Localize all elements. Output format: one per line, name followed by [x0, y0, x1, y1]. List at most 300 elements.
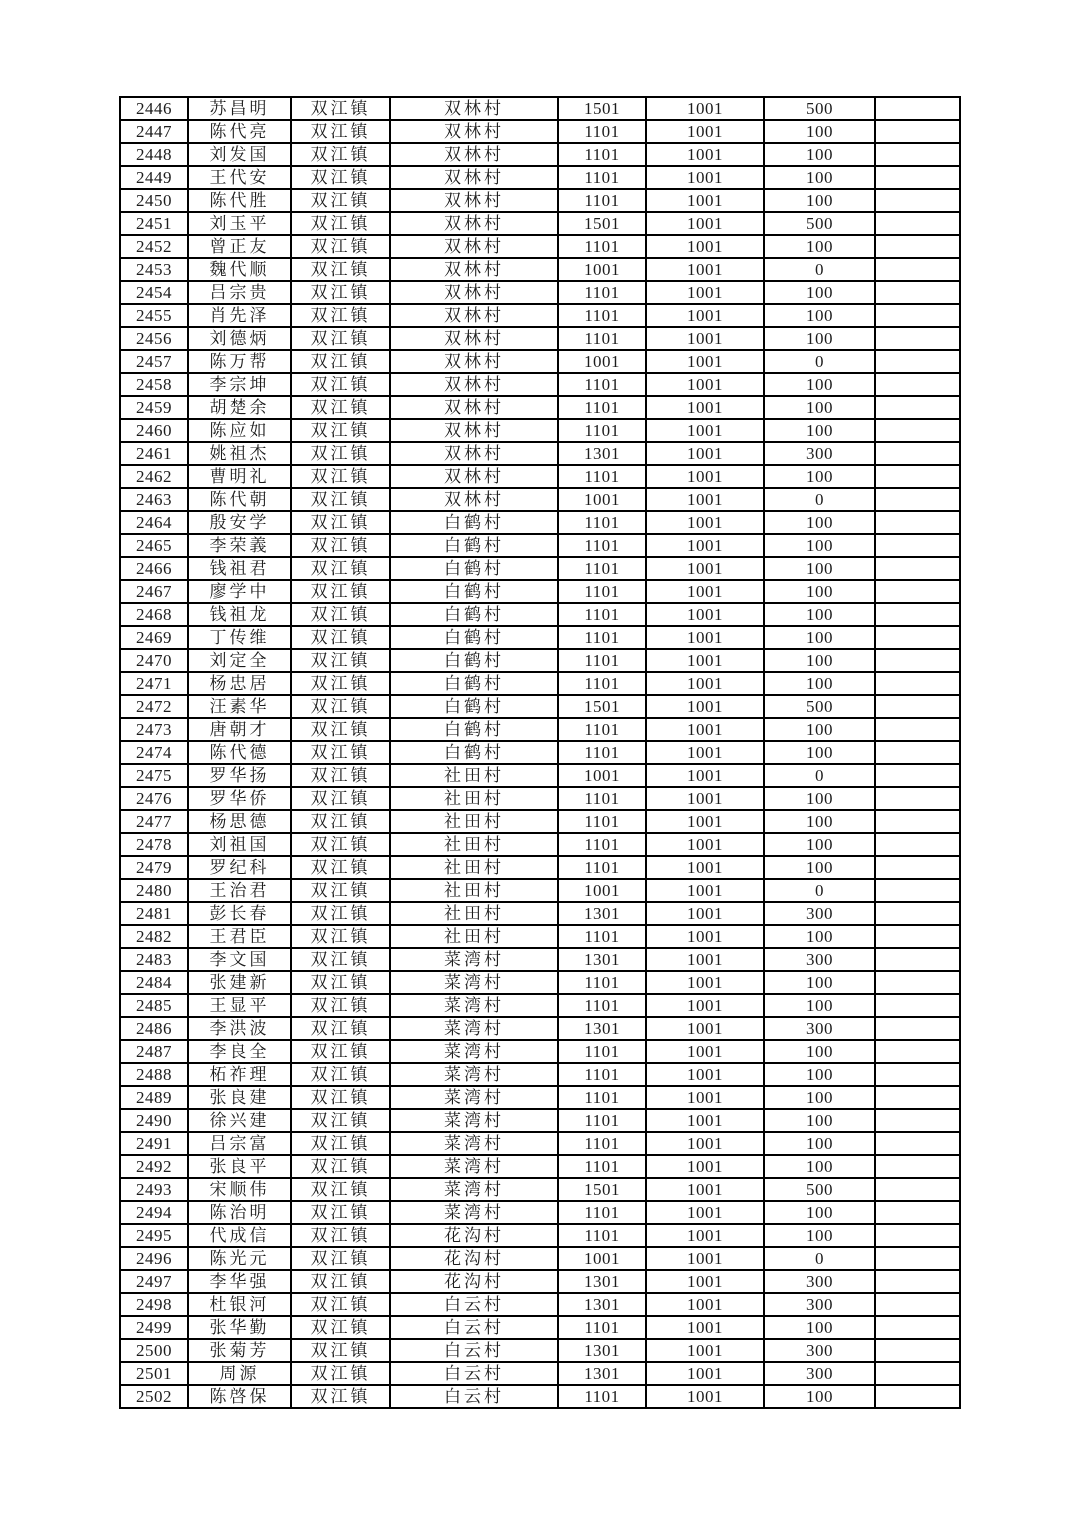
- cell-remark: [875, 1132, 960, 1155]
- table-row: [120, 1339, 960, 1362]
- cell-town: 双江镇: [291, 994, 390, 1017]
- cell-village: 白云村: [390, 1339, 558, 1362]
- cell-amount3: 100: [764, 235, 875, 258]
- cell-serial: 2468: [120, 603, 188, 626]
- cell-amount1: 1001: [558, 764, 646, 787]
- cell-amount3: 100: [764, 1132, 875, 1155]
- cell-remark: [875, 304, 960, 327]
- cell-remark: [875, 695, 960, 718]
- table-row: [120, 557, 960, 580]
- table-row: [120, 1086, 960, 1109]
- cell-town: 双江镇: [291, 511, 390, 534]
- cell-amount2: 1001: [646, 1270, 764, 1293]
- cell-amount2: 1001: [646, 488, 764, 511]
- cell-village: 白鹤村: [390, 626, 558, 649]
- cell-name: 杨忠居: [188, 672, 291, 695]
- cell-amount2: 1001: [646, 1178, 764, 1201]
- cell-village: 菜湾村: [390, 1017, 558, 1040]
- cell-town: 双江镇: [291, 695, 390, 718]
- cell-town: 双江镇: [291, 1316, 390, 1339]
- cell-amount1: 1001: [558, 258, 646, 281]
- cell-amount3: 500: [764, 97, 875, 120]
- cell-town: 双江镇: [291, 166, 390, 189]
- cell-serial: 2463: [120, 488, 188, 511]
- cell-remark: [875, 97, 960, 120]
- table-row: [120, 1224, 960, 1247]
- cell-town: 双江镇: [291, 1086, 390, 1109]
- cell-name: 罗华侨: [188, 787, 291, 810]
- cell-serial: 2461: [120, 442, 188, 465]
- roster-table: [119, 96, 961, 1409]
- cell-remark: [875, 258, 960, 281]
- cell-town: 双江镇: [291, 1201, 390, 1224]
- cell-amount3: 500: [764, 1178, 875, 1201]
- cell-name: 汪素华: [188, 695, 291, 718]
- cell-amount3: 0: [764, 879, 875, 902]
- cell-amount1: 1301: [558, 948, 646, 971]
- table-row: [120, 120, 960, 143]
- cell-amount2: 1001: [646, 1155, 764, 1178]
- cell-amount2: 1001: [646, 120, 764, 143]
- cell-amount2: 1001: [646, 902, 764, 925]
- cell-amount2: 1001: [646, 994, 764, 1017]
- cell-town: 双江镇: [291, 97, 390, 120]
- cell-town: 双江镇: [291, 1339, 390, 1362]
- table-row: [120, 258, 960, 281]
- table-row: [120, 1040, 960, 1063]
- table-row: [120, 902, 960, 925]
- cell-amount3: 100: [764, 603, 875, 626]
- table-row: [120, 695, 960, 718]
- cell-remark: [875, 948, 960, 971]
- cell-village: 花沟村: [390, 1224, 558, 1247]
- table-row: [120, 879, 960, 902]
- cell-name: 姚祖杰: [188, 442, 291, 465]
- cell-amount1: 1101: [558, 120, 646, 143]
- table-row: [120, 810, 960, 833]
- cell-remark: [875, 373, 960, 396]
- cell-amount1: 1101: [558, 856, 646, 879]
- cell-amount3: 100: [764, 1316, 875, 1339]
- cell-remark: [875, 1063, 960, 1086]
- roster-body: [120, 97, 960, 1408]
- table-row: [120, 1063, 960, 1086]
- cell-name: 胡楚余: [188, 396, 291, 419]
- cell-village: 菜湾村: [390, 1086, 558, 1109]
- cell-amount2: 1001: [646, 787, 764, 810]
- cell-remark: [875, 718, 960, 741]
- cell-village: 双林村: [390, 350, 558, 373]
- cell-remark: [875, 212, 960, 235]
- cell-amount2: 1001: [646, 672, 764, 695]
- cell-serial: 2449: [120, 166, 188, 189]
- cell-amount2: 1001: [646, 97, 764, 120]
- cell-village: 双林村: [390, 212, 558, 235]
- cell-town: 双江镇: [291, 442, 390, 465]
- cell-name: 罗纪科: [188, 856, 291, 879]
- cell-village: 白鹤村: [390, 580, 558, 603]
- cell-amount1: 1301: [558, 442, 646, 465]
- cell-amount2: 1001: [646, 442, 764, 465]
- cell-remark: [875, 189, 960, 212]
- cell-village: 双林村: [390, 235, 558, 258]
- cell-village: 菜湾村: [390, 1178, 558, 1201]
- cell-serial: 2452: [120, 235, 188, 258]
- cell-serial: 2467: [120, 580, 188, 603]
- cell-village: 双林村: [390, 281, 558, 304]
- cell-town: 双江镇: [291, 212, 390, 235]
- cell-name: 杨思德: [188, 810, 291, 833]
- cell-town: 双江镇: [291, 557, 390, 580]
- cell-remark: [875, 1270, 960, 1293]
- cell-amount1: 1101: [558, 419, 646, 442]
- cell-remark: [875, 902, 960, 925]
- cell-name: 刘发国: [188, 143, 291, 166]
- table-row: [120, 672, 960, 695]
- cell-town: 双江镇: [291, 1224, 390, 1247]
- table-row: [120, 718, 960, 741]
- table-row: [120, 143, 960, 166]
- cell-village: 双林村: [390, 396, 558, 419]
- cell-amount2: 1001: [646, 718, 764, 741]
- table-row: [120, 212, 960, 235]
- cell-amount2: 1001: [646, 649, 764, 672]
- cell-village: 双林村: [390, 419, 558, 442]
- cell-serial: 2475: [120, 764, 188, 787]
- cell-name: 陈代胜: [188, 189, 291, 212]
- cell-amount3: 100: [764, 396, 875, 419]
- cell-amount1: 1101: [558, 603, 646, 626]
- cell-amount3: 100: [764, 419, 875, 442]
- cell-town: 双江镇: [291, 1155, 390, 1178]
- cell-village: 双林村: [390, 327, 558, 350]
- cell-serial: 2480: [120, 879, 188, 902]
- cell-name: 唐朝才: [188, 718, 291, 741]
- cell-amount3: 100: [764, 534, 875, 557]
- cell-amount3: 100: [764, 1063, 875, 1086]
- cell-village: 菜湾村: [390, 1040, 558, 1063]
- cell-amount3: 100: [764, 1155, 875, 1178]
- cell-village: 双林村: [390, 465, 558, 488]
- cell-name: 罗华扬: [188, 764, 291, 787]
- cell-amount2: 1001: [646, 419, 764, 442]
- cell-amount3: 300: [764, 1017, 875, 1040]
- table-row: [120, 488, 960, 511]
- cell-village: 社田村: [390, 856, 558, 879]
- cell-village: 双林村: [390, 442, 558, 465]
- cell-amount1: 1101: [558, 971, 646, 994]
- cell-amount3: 100: [764, 1040, 875, 1063]
- table-row: [120, 97, 960, 120]
- cell-serial: 2469: [120, 626, 188, 649]
- cell-remark: [875, 764, 960, 787]
- cell-remark: [875, 1109, 960, 1132]
- cell-name: 陈万帮: [188, 350, 291, 373]
- cell-amount2: 1001: [646, 281, 764, 304]
- cell-serial: 2450: [120, 189, 188, 212]
- cell-town: 双江镇: [291, 1132, 390, 1155]
- cell-amount1: 1101: [558, 373, 646, 396]
- cell-village: 白云村: [390, 1362, 558, 1385]
- cell-amount2: 1001: [646, 879, 764, 902]
- cell-amount3: 300: [764, 1270, 875, 1293]
- cell-amount1: 1301: [558, 902, 646, 925]
- cell-amount1: 1101: [558, 1385, 646, 1408]
- cell-town: 双江镇: [291, 580, 390, 603]
- cell-remark: [875, 350, 960, 373]
- table-row: [120, 1017, 960, 1040]
- cell-amount1: 1101: [558, 1224, 646, 1247]
- cell-name: 陈治明: [188, 1201, 291, 1224]
- cell-village: 花沟村: [390, 1270, 558, 1293]
- cell-village: 社田村: [390, 902, 558, 925]
- cell-amount2: 1001: [646, 810, 764, 833]
- cell-amount3: 300: [764, 1339, 875, 1362]
- cell-serial: 2448: [120, 143, 188, 166]
- table-row: [120, 994, 960, 1017]
- cell-name: 曹明礼: [188, 465, 291, 488]
- cell-amount3: 100: [764, 1385, 875, 1408]
- cell-serial: 2501: [120, 1362, 188, 1385]
- cell-serial: 2489: [120, 1086, 188, 1109]
- cell-name: 徐兴建: [188, 1109, 291, 1132]
- cell-name: 王君臣: [188, 925, 291, 948]
- table-row: [120, 1178, 960, 1201]
- cell-amount2: 1001: [646, 695, 764, 718]
- cell-amount1: 1101: [558, 304, 646, 327]
- cell-amount2: 1001: [646, 166, 764, 189]
- cell-amount3: 300: [764, 902, 875, 925]
- cell-town: 双江镇: [291, 189, 390, 212]
- cell-amount2: 1001: [646, 1224, 764, 1247]
- cell-name: 李宗坤: [188, 373, 291, 396]
- cell-town: 双江镇: [291, 718, 390, 741]
- cell-name: 肖先泽: [188, 304, 291, 327]
- table-row: [120, 166, 960, 189]
- cell-remark: [875, 1293, 960, 1316]
- cell-serial: 2499: [120, 1316, 188, 1339]
- cell-name: 王代安: [188, 166, 291, 189]
- cell-amount2: 1001: [646, 1385, 764, 1408]
- cell-name: 魏代顺: [188, 258, 291, 281]
- table-row: [120, 1132, 960, 1155]
- cell-serial: 2498: [120, 1293, 188, 1316]
- cell-town: 双江镇: [291, 1270, 390, 1293]
- cell-amount2: 1001: [646, 1086, 764, 1109]
- cell-amount2: 1001: [646, 212, 764, 235]
- cell-remark: [875, 626, 960, 649]
- table-row: [120, 235, 960, 258]
- cell-remark: [875, 511, 960, 534]
- cell-amount3: 100: [764, 304, 875, 327]
- cell-amount3: 100: [764, 143, 875, 166]
- cell-serial: 2478: [120, 833, 188, 856]
- cell-amount2: 1001: [646, 764, 764, 787]
- cell-name: 吕宗贵: [188, 281, 291, 304]
- cell-serial: 2490: [120, 1109, 188, 1132]
- cell-remark: [875, 396, 960, 419]
- cell-amount3: 0: [764, 350, 875, 373]
- cell-village: 菜湾村: [390, 1109, 558, 1132]
- cell-amount3: 100: [764, 189, 875, 212]
- cell-serial: 2465: [120, 534, 188, 557]
- cell-amount1: 1101: [558, 626, 646, 649]
- cell-town: 双江镇: [291, 1385, 390, 1408]
- cell-amount3: 0: [764, 1247, 875, 1270]
- cell-amount2: 1001: [646, 1201, 764, 1224]
- cell-amount3: 0: [764, 764, 875, 787]
- cell-amount2: 1001: [646, 557, 764, 580]
- cell-serial: 2484: [120, 971, 188, 994]
- cell-remark: [875, 1040, 960, 1063]
- cell-name: 钱祖君: [188, 557, 291, 580]
- cell-village: 菜湾村: [390, 1132, 558, 1155]
- cell-town: 双江镇: [291, 281, 390, 304]
- cell-amount3: 100: [764, 626, 875, 649]
- cell-name: 苏昌明: [188, 97, 291, 120]
- cell-village: 双林村: [390, 189, 558, 212]
- cell-amount1: 1101: [558, 994, 646, 1017]
- cell-remark: [875, 534, 960, 557]
- cell-serial: 2470: [120, 649, 188, 672]
- table-row: [120, 1293, 960, 1316]
- table-row: [120, 281, 960, 304]
- cell-amount2: 1001: [646, 1063, 764, 1086]
- cell-serial: 2453: [120, 258, 188, 281]
- table-row: [120, 764, 960, 787]
- cell-amount1: 1301: [558, 1270, 646, 1293]
- cell-remark: [875, 1247, 960, 1270]
- cell-amount2: 1001: [646, 350, 764, 373]
- cell-amount3: 100: [764, 787, 875, 810]
- cell-serial: 2447: [120, 120, 188, 143]
- cell-serial: 2485: [120, 994, 188, 1017]
- cell-amount2: 1001: [646, 856, 764, 879]
- cell-amount2: 1001: [646, 534, 764, 557]
- cell-serial: 2471: [120, 672, 188, 695]
- cell-amount1: 1501: [558, 97, 646, 120]
- cell-amount1: 1101: [558, 1155, 646, 1178]
- cell-village: 社田村: [390, 764, 558, 787]
- cell-serial: 2487: [120, 1040, 188, 1063]
- cell-town: 双江镇: [291, 879, 390, 902]
- cell-town: 双江镇: [291, 603, 390, 626]
- cell-remark: [875, 925, 960, 948]
- cell-amount2: 1001: [646, 948, 764, 971]
- table-row: [120, 1201, 960, 1224]
- cell-name: 代成信: [188, 1224, 291, 1247]
- cell-village: 白鹤村: [390, 718, 558, 741]
- cell-remark: [875, 327, 960, 350]
- cell-remark: [875, 1086, 960, 1109]
- cell-town: 双江镇: [291, 143, 390, 166]
- table-row: [120, 189, 960, 212]
- cell-serial: 2477: [120, 810, 188, 833]
- cell-serial: 2462: [120, 465, 188, 488]
- cell-town: 双江镇: [291, 1040, 390, 1063]
- cell-remark: [875, 488, 960, 511]
- cell-amount2: 1001: [646, 189, 764, 212]
- cell-serial: 2496: [120, 1247, 188, 1270]
- cell-serial: 2455: [120, 304, 188, 327]
- cell-village: 双林村: [390, 166, 558, 189]
- cell-amount3: 100: [764, 718, 875, 741]
- cell-amount3: 500: [764, 212, 875, 235]
- cell-amount2: 1001: [646, 1339, 764, 1362]
- cell-remark: [875, 787, 960, 810]
- cell-amount1: 1501: [558, 212, 646, 235]
- cell-name: 李荣義: [188, 534, 291, 557]
- cell-amount1: 1101: [558, 672, 646, 695]
- cell-serial: 2491: [120, 1132, 188, 1155]
- cell-village: 白鹤村: [390, 695, 558, 718]
- cell-town: 双江镇: [291, 1017, 390, 1040]
- table-row: [120, 396, 960, 419]
- cell-town: 双江镇: [291, 902, 390, 925]
- cell-amount1: 1101: [558, 741, 646, 764]
- cell-name: 刘德炳: [188, 327, 291, 350]
- cell-remark: [875, 971, 960, 994]
- cell-name: 钱祖龙: [188, 603, 291, 626]
- cell-town: 双江镇: [291, 373, 390, 396]
- cell-village: 菜湾村: [390, 1063, 558, 1086]
- cell-serial: 2502: [120, 1385, 188, 1408]
- cell-town: 双江镇: [291, 787, 390, 810]
- cell-remark: [875, 143, 960, 166]
- cell-amount1: 1101: [558, 143, 646, 166]
- cell-name: 张良建: [188, 1086, 291, 1109]
- cell-name: 廖学中: [188, 580, 291, 603]
- cell-amount3: 0: [764, 258, 875, 281]
- cell-amount3: 100: [764, 971, 875, 994]
- cell-town: 双江镇: [291, 1063, 390, 1086]
- cell-amount1: 1301: [558, 1017, 646, 1040]
- cell-amount1: 1001: [558, 488, 646, 511]
- cell-amount3: 300: [764, 1362, 875, 1385]
- cell-village: 白鹤村: [390, 741, 558, 764]
- cell-amount1: 1501: [558, 695, 646, 718]
- cell-village: 花沟村: [390, 1247, 558, 1270]
- cell-serial: 2458: [120, 373, 188, 396]
- cell-amount1: 1101: [558, 718, 646, 741]
- cell-amount1: 1101: [558, 281, 646, 304]
- cell-amount1: 1101: [558, 465, 646, 488]
- cell-village: 菜湾村: [390, 994, 558, 1017]
- cell-amount2: 1001: [646, 143, 764, 166]
- cell-remark: [875, 419, 960, 442]
- cell-name: 刘祖国: [188, 833, 291, 856]
- cell-amount2: 1001: [646, 1362, 764, 1385]
- cell-amount3: 100: [764, 120, 875, 143]
- cell-village: 双林村: [390, 373, 558, 396]
- cell-name: 李洪波: [188, 1017, 291, 1040]
- cell-serial: 2474: [120, 741, 188, 764]
- cell-amount3: 100: [764, 649, 875, 672]
- cell-amount3: 100: [764, 925, 875, 948]
- cell-serial: 2486: [120, 1017, 188, 1040]
- cell-serial: 2456: [120, 327, 188, 350]
- cell-amount3: 100: [764, 833, 875, 856]
- table-row: [120, 1109, 960, 1132]
- cell-town: 双江镇: [291, 741, 390, 764]
- cell-town: 双江镇: [291, 810, 390, 833]
- cell-town: 双江镇: [291, 1178, 390, 1201]
- cell-amount3: 100: [764, 810, 875, 833]
- cell-amount3: 100: [764, 327, 875, 350]
- cell-remark: [875, 1339, 960, 1362]
- cell-town: 双江镇: [291, 488, 390, 511]
- cell-amount3: 500: [764, 695, 875, 718]
